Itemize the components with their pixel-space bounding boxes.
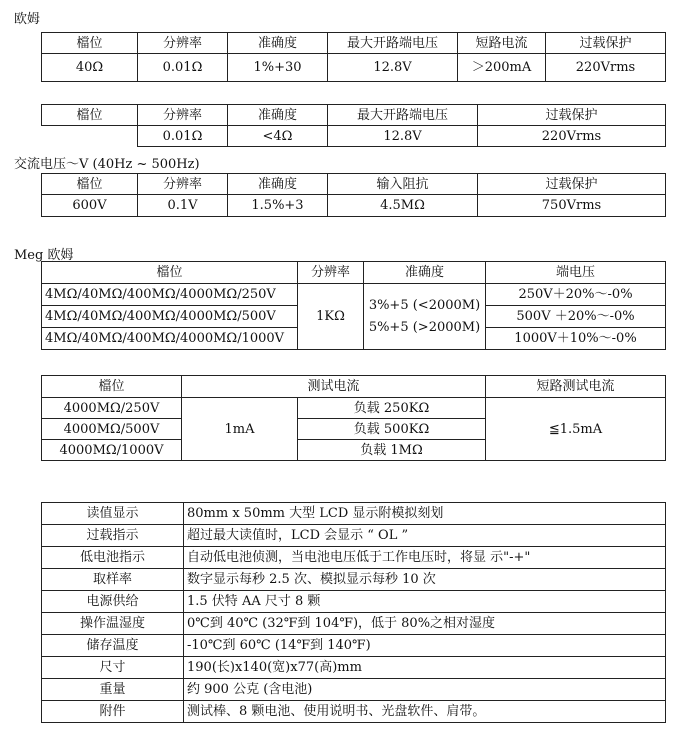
spec-value-low-battery: 自动低电池侦测，当电池电压低于工作电压时，将显 示"-+" xyxy=(184,547,666,569)
spec-label-sample-rate: 取样率 xyxy=(42,569,184,591)
ohm-cell-overload: 220Vrms xyxy=(546,54,666,82)
acv-cell-resolution: 0.1V xyxy=(138,195,228,217)
current-load-1m: 负载 1MΩ xyxy=(298,440,486,461)
continuity-cell-accuracy: <4Ω xyxy=(228,126,328,147)
ohm-header-open-voltage: 最大开路端电压 xyxy=(328,33,458,54)
continuity-header-overload: 过载保护 xyxy=(478,105,666,126)
spec-label-overload: 过载指示 xyxy=(42,525,184,547)
meg-voltage-500v: 500V ＋20%～-0% xyxy=(486,306,666,328)
meg-table xyxy=(41,261,666,350)
meg-header-terminal-voltage: 端电压 xyxy=(486,262,666,284)
spec-value-dimensions: 190(长)x140(宽)x77(高)mm xyxy=(184,657,666,679)
spec-label-storage-temp: 储存温度 xyxy=(42,635,184,657)
meg-header-range: 檔位 xyxy=(42,262,298,284)
current-test-table xyxy=(41,375,666,461)
ohm-cell-short-current: ＞200mA xyxy=(458,54,546,82)
spec-label-dimensions: 尺寸 xyxy=(42,657,184,679)
meg-voltage-1000v: 1000V＋10%～-0% xyxy=(486,328,666,350)
ohm-cell-resolution: 0.01Ω xyxy=(138,54,228,82)
ohm-cell-range: 40Ω xyxy=(42,54,138,82)
ohm-header-resolution: 分辨率 xyxy=(138,33,228,54)
general-specs-table xyxy=(41,502,666,723)
acv-header-range: 檔位 xyxy=(42,174,138,195)
spec-value-operating-temp: 0℃到 40℃ (32℉到 104℉)，低于 80%之相对湿度 xyxy=(184,613,666,635)
ohm-header-accuracy: 准确度 xyxy=(228,33,328,54)
acv-cell-impedance: 4.5MΩ xyxy=(328,195,478,217)
meg-range-250v: 4MΩ/40MΩ/400MΩ/4000MΩ/250V xyxy=(42,284,298,306)
meg-caption: Meg 欧姆 xyxy=(14,248,74,263)
meg-range-500v: 4MΩ/40MΩ/400MΩ/4000MΩ/500V xyxy=(42,306,298,328)
continuity-cell-range xyxy=(42,126,138,147)
current-range-250v: 4000MΩ/250V xyxy=(42,398,182,419)
current-test-value: 1mA xyxy=(182,398,298,461)
continuity-cell-overload: 220Vrms xyxy=(478,126,666,147)
spec-value-power: 1.5 伏特 AA 尺寸 8 颗 xyxy=(184,591,666,613)
spec-label-weight: 重量 xyxy=(42,679,184,701)
spec-value-display: 80mm x 50mm 大型 LCD 显示附模拟刻划 xyxy=(184,503,666,525)
ohm-cell-accuracy: 1%+30 xyxy=(228,54,328,82)
spec-label-power: 电源供给 xyxy=(42,591,184,613)
continuity-cell-resolution: 0.01Ω xyxy=(138,126,228,147)
spec-value-weight: 约 900 公克 (含电池) xyxy=(184,679,666,701)
current-load-500k: 负载 500KΩ xyxy=(298,419,486,440)
spec-label-display: 读值显示 xyxy=(42,503,184,525)
continuity-header-resolution: 分辨率 xyxy=(138,105,228,126)
acv-header-accuracy: 准确度 xyxy=(228,174,328,195)
meg-accuracy-high: 5%+5 (>2000M) xyxy=(368,319,481,335)
spec-label-accessories: 附件 xyxy=(42,701,184,723)
spec-value-storage-temp: -10℃到 60℃ (14℉到 140℉) xyxy=(184,635,666,657)
meg-range-1000v: 4MΩ/40MΩ/400MΩ/4000MΩ/1000V xyxy=(42,328,298,350)
continuity-header-range: 檔位 xyxy=(42,105,138,126)
ohm-header-range: 檔位 xyxy=(42,33,138,54)
continuity-table xyxy=(41,104,666,147)
meg-voltage-250v: 250V＋20%～-0% xyxy=(486,284,666,306)
ohm-header-overload: 过载保护 xyxy=(546,33,666,54)
current-short-value: ≦1.5mA xyxy=(486,398,666,461)
acv-cell-range: 600V xyxy=(42,195,138,217)
acv-cell-accuracy: 1.5%+3 xyxy=(228,195,328,217)
spec-value-accessories: 测试棒、8 颗电池、使用说明书、光盘软件、肩带。 xyxy=(184,701,666,723)
ohm-caption: 欧姆 xyxy=(14,12,41,27)
spec-value-overload: 超过最大读值时，LCD 会显示 “ OL ” xyxy=(184,525,666,547)
current-range-1000v: 4000MΩ/1000V xyxy=(42,440,182,461)
spec-label-operating-temp: 操作温湿度 xyxy=(42,613,184,635)
current-header-short-current: 短路测试电流 xyxy=(486,376,666,398)
meg-resolution: 1KΩ xyxy=(298,284,364,350)
meg-accuracy-low: 3%+5 (<2000M) xyxy=(368,297,481,313)
ohm-cell-open-voltage: 12.8V xyxy=(328,54,458,82)
meg-header-resolution: 分辨率 xyxy=(298,262,364,284)
acv-header-resolution: 分辨率 xyxy=(138,174,228,195)
acv-table xyxy=(41,173,666,217)
acv-cell-overload: 750Vrms xyxy=(478,195,666,217)
spec-value-sample-rate: 数字显示每秒 2.5 次、模拟显示每秒 10 次 xyxy=(184,569,666,591)
acv-header-impedance: 输入阻抗 xyxy=(328,174,478,195)
continuity-header-accuracy: 准确度 xyxy=(228,105,328,126)
spec-label-low-battery: 低电池指示 xyxy=(42,547,184,569)
current-header-range: 檔位 xyxy=(42,376,182,398)
meg-accuracy xyxy=(364,284,486,350)
current-header-test-current: 测试电流 xyxy=(182,376,486,398)
continuity-header-open-voltage: 最大开路端电压 xyxy=(328,105,478,126)
acv-caption: 交流电压～V (40Hz ~ 500Hz) xyxy=(14,157,200,172)
ohm-header-short-current: 短路电流 xyxy=(458,33,546,54)
ohm-table xyxy=(41,32,666,82)
current-range-500v: 4000MΩ/500V xyxy=(42,419,182,440)
current-load-250k: 负载 250KΩ xyxy=(298,398,486,419)
continuity-cell-open-voltage: 12.8V xyxy=(328,126,478,147)
acv-header-overload: 过载保护 xyxy=(478,174,666,195)
meg-header-accuracy: 准确度 xyxy=(364,262,486,284)
